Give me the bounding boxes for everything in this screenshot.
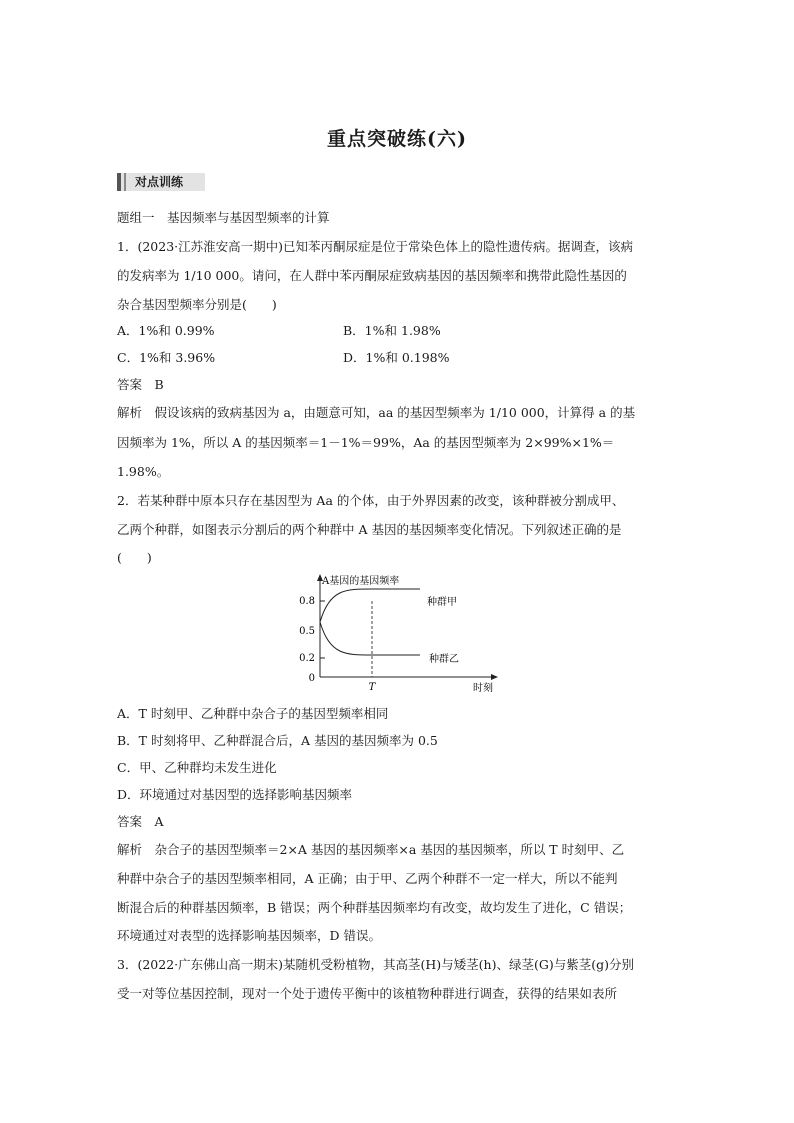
q2-line-3: ( ) <box>117 550 152 565</box>
x-tick-label-t: T <box>368 682 376 693</box>
y-axis-label: A基因的基因频率 <box>322 576 400 587</box>
q1-answer: 答案 B <box>117 377 164 392</box>
q2-analysis-2: 种群中杂合子的基因型频率相同，A 正确；由于甲、乙两个种群不一定一样大，所以不能判 <box>117 871 618 886</box>
page-title: 重点突破练(六) <box>327 128 467 150</box>
q1-analysis-3: 1.98%。 <box>117 464 170 479</box>
series-label-jia: 种群甲 <box>427 597 457 608</box>
y-tick-label: 0.5 <box>299 626 315 637</box>
series-line-jia <box>320 589 420 622</box>
q3-line-2: 受一对等位基因控制，现对一个处于遗传平衡中的该植物种群进行调查，获得的结果如表所 <box>117 986 618 1001</box>
q2-line-2: 乙两个种群，如图表示分割后的两个种群中 A 基因的基因频率变化情况。下列叙述正确的是 <box>117 522 622 537</box>
x-axis-arrow <box>491 674 498 680</box>
section-tag: 对点训练 <box>117 173 205 191</box>
series-label-yi: 种群乙 <box>429 654 459 665</box>
q2-option-c: C．甲、乙种群均未发生进化 <box>117 760 277 775</box>
q1-analysis-1: 解析 假设该病的致病基因为 a，由题意可知，aa 的基因型频率为 1/10 000，计算得 a 的基 <box>117 405 636 420</box>
q1-option-c: C．1%和 3.96% <box>117 350 216 365</box>
q2-analysis-1: 解析 杂合子的基因型频率＝2×A 基因的基因频率×a 基因的基因频率，所以 T 时刻甲、乙 <box>117 842 625 857</box>
q2-option-a: A．T 时刻甲、乙种群中杂合子的基因型频率相同 <box>117 706 389 721</box>
q2-answer: 答案 A <box>117 814 164 829</box>
y-tick-label: 0 <box>308 673 315 684</box>
x-axis-label: 时刻 <box>473 683 493 694</box>
q1-analysis-2: 因频率为 1%，所以 A 的基因频率＝1－1%＝99%，Aa 的基因型频率为 2×99%×1%＝ <box>117 435 615 450</box>
q1-line-1: 1．(2023·江苏淮安高一期中)已知苯丙酮尿症是位于常染色体上的隐性遗传病。据调查，该病 <box>117 239 633 254</box>
y-tick-label: 0.8 <box>299 596 315 607</box>
series-line-yi <box>320 622 420 655</box>
q1-option-d: D．1%和 0.198% <box>343 350 450 365</box>
q2-analysis-3: 断混合后的种群基因频率，B 错误；两个种群基因频率均有改变，故均发生了进化，C 错误； <box>117 900 632 915</box>
q2-option-b: B．T 时刻将甲、乙种群混合后，A 基因的基因频率为 0.5 <box>117 733 438 748</box>
q2-analysis-4: 环境通过对表型的选择影响基因频率，D 错误。 <box>117 928 381 943</box>
y-tick-label: 0.2 <box>299 653 315 664</box>
q1-option-a: A．1%和 0.99% <box>117 323 215 338</box>
q1-line-3: 杂合基因型频率分别是( ) <box>117 297 277 312</box>
group-heading: 题组一 基因频率与基因型频率的计算 <box>117 210 330 225</box>
gene-frequency-chart <box>290 570 510 695</box>
q2-line-1: 2．若某种群中原本只存在基因型为 Aa 的个体，由于外界因素的改变，该种群被分割成甲、 <box>117 493 625 508</box>
q1-line-2: 的发病率为 1/10 000。请问，在人群中苯丙酮尿症致病基因的基因频率和携带此隐性基因的 <box>117 268 627 283</box>
q3-line-1: 3．(2022·广东佛山高一期末)某随机受粉植物，其高茎(H)与矮茎(h)、绿茎(G)与紫茎(g)分别 <box>117 957 634 972</box>
q1-option-b: B．1%和 1.98% <box>343 323 441 338</box>
q2-option-d: D．环境通过对基因型的选择影响基因频率 <box>117 787 353 802</box>
